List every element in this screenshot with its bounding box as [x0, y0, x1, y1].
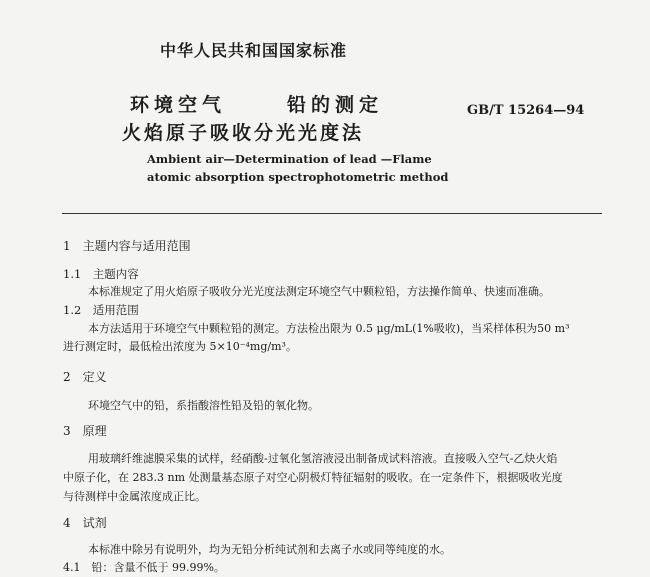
section-2-text: 环境空气中的铅，系指酸溶性铅及铅的氧化物。: [88, 399, 319, 412]
national-standard-title: 中华人民共和国国家标准: [160, 41, 348, 60]
section-3-heading: 3 原理: [63, 424, 107, 438]
document-title-line2: 火焰原子吸收分光光度法: [122, 122, 365, 144]
section-4-heading: 4 试剂: [63, 516, 107, 530]
section-1-2-text-line1: 本方法适用于环境空气中颗粒铅的测定。方法检出限为 0.5 μg/mL(1%吸收)，当采样体积为50 m³: [88, 322, 570, 335]
header-divider: [62, 213, 602, 214]
section-1-1-text: 本标准规定了用火焰原子吸收分光光度法测定环境空气中颗粒铅，方法操作简单、快速而准确。: [88, 285, 550, 298]
section-1-2-label: 1.2 适用范围: [63, 303, 139, 317]
english-title-line2: atomic absorption spectrophotometric method: [147, 170, 449, 184]
document-title-line1b: 铅的测定: [287, 94, 384, 116]
section-1-1-label: 1.1 主题内容: [63, 267, 139, 281]
section-3-text-line2: 中原子化，在 283.3 nm 处测量基态原子对空心阴极灯特征辐射的吸收。在一定条件下，根据吸收光度: [63, 471, 563, 484]
section-2-heading: 2 定义: [63, 370, 107, 384]
section-4-1-text: 4.1 铅：含量不低于 99.99%。: [63, 561, 225, 574]
section-1-heading: 1 主题内容与适用范围: [63, 239, 191, 253]
section-4-text: 本标准中除另有说明外，均为无铅分析纯试剂和去离子水或同等纯度的水。: [88, 543, 451, 556]
english-title-line1: Ambient air—Determination of lead —Flame: [147, 152, 432, 166]
section-1-2-text-line2: 进行测定时，最低检出浓度为 5×10⁻⁴mg/m³。: [63, 340, 297, 353]
section-3-text-line3: 与待测样中金属浓度成正比。: [63, 490, 206, 503]
section-3-text-line1: 用玻璃纤维滤膜采集的试样，经硝酸-过氧化氢溶液浸出制备成试料溶液。直接吸入空气-乙炔火焰: [88, 452, 558, 465]
standard-code: GB/T 15264—94: [467, 103, 585, 118]
document-title-line1a: 环境空气: [130, 94, 227, 116]
